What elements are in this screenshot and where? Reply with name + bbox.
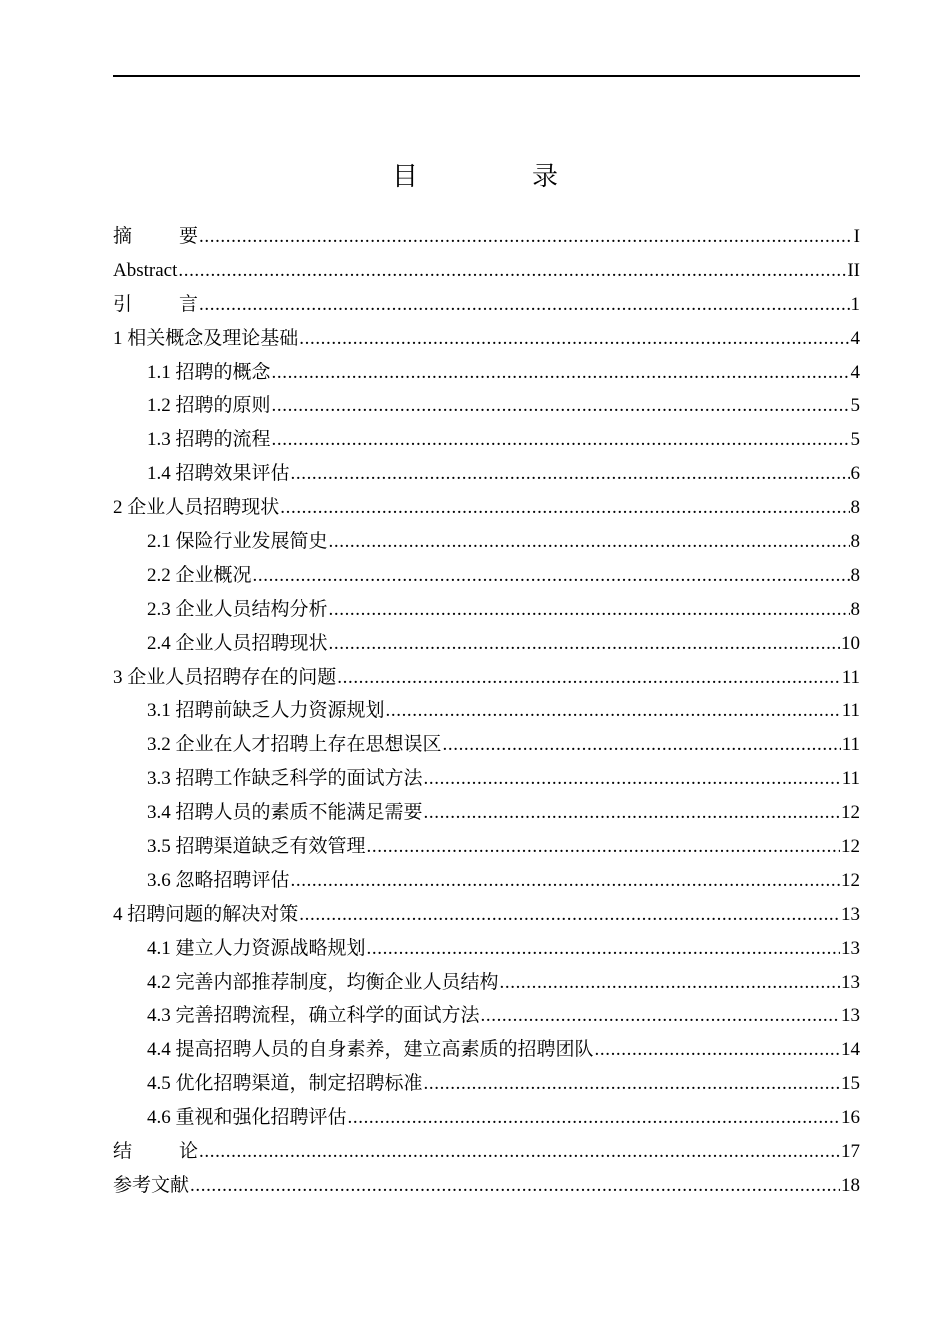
toc-dot-leader bbox=[199, 288, 849, 322]
toc-dot-leader bbox=[481, 999, 840, 1033]
toc-entry[interactable] bbox=[113, 1135, 860, 1169]
toc-entry-label: 4.4 提高招聘人员的自身素养，建立高素质的招聘团队 bbox=[147, 1039, 594, 1061]
toc-dot-leader bbox=[348, 1101, 840, 1135]
toc-entry-label: 3.5 招聘渠道缺乏有效管理 bbox=[147, 836, 366, 858]
toc-entry-label: 2 企业人员招聘现状 bbox=[113, 497, 280, 519]
toc-page-number: 8 bbox=[850, 531, 860, 553]
toc-page-number: 12 bbox=[841, 802, 860, 824]
toc-entry-label-start: 引 bbox=[113, 293, 180, 315]
toc-title: 目 录 bbox=[391, 162, 602, 191]
toc-entry-label-start: 结 bbox=[113, 1141, 180, 1163]
toc-dot-leader bbox=[329, 593, 850, 627]
toc-page-number: 13 bbox=[841, 971, 860, 993]
toc-page-number: 6 bbox=[850, 463, 860, 485]
toc-dot-leader bbox=[443, 728, 841, 762]
toc-page-number: 5 bbox=[850, 395, 860, 417]
toc-dot-leader bbox=[291, 864, 840, 898]
toc-entry[interactable] bbox=[113, 254, 860, 288]
toc-page-number: 4 bbox=[850, 327, 860, 349]
toc-entry[interactable] bbox=[113, 491, 860, 525]
toc-entry-label: 3.1 招聘前缺乏人力资源规划 bbox=[147, 700, 385, 722]
toc-dot-leader bbox=[272, 356, 850, 390]
toc-entry[interactable] bbox=[113, 762, 860, 796]
toc-entry[interactable] bbox=[113, 796, 860, 830]
toc-entry-label-end: 言 bbox=[179, 293, 199, 315]
toc-entry[interactable] bbox=[113, 220, 860, 254]
toc-entry[interactable] bbox=[113, 525, 860, 559]
toc-entry[interactable] bbox=[113, 627, 860, 661]
toc-dot-leader bbox=[329, 627, 840, 661]
toc-entry[interactable] bbox=[113, 728, 860, 762]
toc-dot-leader bbox=[424, 796, 840, 830]
toc-entry-label: 2.1 保险行业发展简史 bbox=[147, 531, 328, 553]
toc-entry[interactable] bbox=[113, 1067, 860, 1101]
toc-list bbox=[113, 220, 860, 1203]
toc-page-number: 11 bbox=[841, 768, 860, 790]
toc-dot-leader bbox=[178, 254, 846, 288]
toc-entry[interactable] bbox=[113, 898, 860, 932]
toc-entry-label: 4.3 完善招聘流程，确立科学的面试方法 bbox=[147, 1005, 480, 1027]
toc-dot-leader bbox=[367, 830, 840, 864]
toc-page-number: 11 bbox=[841, 734, 860, 756]
toc-dot-leader bbox=[291, 457, 850, 491]
toc-entry-label: 4.1 建立人力资源战略规划 bbox=[147, 937, 366, 959]
toc-dot-leader bbox=[367, 932, 840, 966]
toc-dot-leader bbox=[500, 966, 840, 1000]
toc-page-number: 12 bbox=[841, 836, 860, 858]
toc-entry[interactable] bbox=[113, 322, 860, 356]
toc-entry-label: 1.2 招聘的原则 bbox=[147, 395, 271, 417]
toc-entry-label: 1 相关概念及理论基础 bbox=[113, 327, 299, 349]
toc-entry-label: 1.1 招聘的概念 bbox=[147, 361, 271, 383]
toc-page-number: 16 bbox=[841, 1107, 860, 1129]
toc-dot-leader bbox=[299, 898, 840, 932]
toc-page-number: 14 bbox=[841, 1039, 860, 1061]
toc-entry-label: 3 企业人员招聘存在的问题 bbox=[113, 666, 337, 688]
toc-dot-leader bbox=[253, 559, 850, 593]
toc-entry-label: 4.6 重视和强化招聘评估 bbox=[147, 1107, 347, 1129]
toc-dot-leader bbox=[595, 1033, 840, 1067]
toc-page-number: 18 bbox=[841, 1174, 860, 1196]
toc-entry-label-end: 论 bbox=[179, 1141, 199, 1163]
toc-dot-leader bbox=[199, 1135, 840, 1169]
toc-page-number: 1 bbox=[850, 293, 860, 315]
toc-entry[interactable] bbox=[113, 423, 860, 457]
toc-entry-label: 参考文献 bbox=[113, 1174, 190, 1196]
toc-entry-label: 2.2 企业概况 bbox=[147, 564, 252, 586]
toc-entry-label-start: 摘 bbox=[113, 226, 180, 247]
toc-entry[interactable] bbox=[113, 593, 860, 627]
toc-entry[interactable] bbox=[113, 389, 860, 423]
toc-entry-label: 1.4 招聘效果评估 bbox=[147, 463, 290, 485]
toc-entry-label bbox=[113, 220, 198, 254]
toc-page-number: II bbox=[847, 259, 860, 281]
toc-entry-label: 3.2 企业在人才招聘上存在思想误区 bbox=[147, 734, 442, 756]
toc-entry[interactable] bbox=[113, 864, 860, 898]
toc-page-number: 13 bbox=[841, 1005, 860, 1027]
toc-dot-leader bbox=[386, 694, 841, 728]
header-rule bbox=[113, 75, 860, 77]
toc-dot-leader bbox=[329, 525, 850, 559]
toc-entry-label: 1.3 招聘的流程 bbox=[147, 429, 271, 451]
toc-page-number: 8 bbox=[850, 497, 860, 519]
toc-entry[interactable] bbox=[113, 559, 860, 593]
toc-entry[interactable] bbox=[113, 288, 860, 322]
toc-dot-leader bbox=[424, 1067, 840, 1101]
toc-page-number: 8 bbox=[850, 564, 860, 586]
toc-entry-label bbox=[113, 288, 198, 322]
toc-page-number: 12 bbox=[841, 869, 860, 891]
toc-entry[interactable] bbox=[113, 830, 860, 864]
toc-entry-label: 4.5 优化招聘渠道，制定招聘标准 bbox=[147, 1073, 423, 1095]
toc-dot-leader bbox=[272, 423, 850, 457]
toc-entry[interactable] bbox=[113, 1033, 860, 1067]
toc-page-number: 5 bbox=[850, 429, 860, 451]
toc-dot-leader bbox=[424, 762, 841, 796]
toc-page-number: 8 bbox=[850, 598, 860, 620]
toc-entry-label: 3.6 忽略招聘评估 bbox=[147, 869, 290, 891]
toc-dot-leader bbox=[199, 220, 853, 254]
toc-entry-label: 4.2 完善内部推荐制度，均衡企业人员结构 bbox=[147, 971, 499, 993]
toc-entry[interactable] bbox=[113, 1169, 860, 1203]
toc-entry-label: 3.4 招聘人员的素质不能满足需要 bbox=[147, 802, 423, 824]
toc-dot-leader bbox=[272, 389, 850, 423]
toc-dot-leader bbox=[299, 322, 849, 356]
toc-page-number: 11 bbox=[841, 700, 860, 722]
toc-page-number: 15 bbox=[841, 1073, 860, 1095]
toc-dot-leader bbox=[190, 1169, 840, 1203]
toc-entry-label: Abstract bbox=[113, 259, 178, 281]
toc-entry-label: 3.3 招聘工作缺乏科学的面试方法 bbox=[147, 768, 423, 790]
toc-entry-label: 2.4 企业人员招聘现状 bbox=[147, 632, 328, 654]
toc-entry[interactable] bbox=[113, 1101, 860, 1135]
toc-entry-label: 4 招聘问题的解决对策 bbox=[113, 903, 299, 925]
toc-entry[interactable] bbox=[113, 356, 860, 390]
toc-page-number: 13 bbox=[841, 937, 860, 959]
toc-page-number: 13 bbox=[841, 903, 860, 925]
toc-page-number: 17 bbox=[841, 1141, 860, 1163]
toc-entry[interactable] bbox=[113, 999, 860, 1033]
toc-entry[interactable] bbox=[113, 932, 860, 966]
toc-entry-label bbox=[113, 1135, 198, 1169]
toc-page-number: 10 bbox=[841, 632, 860, 654]
toc-page-number: 4 bbox=[850, 361, 860, 383]
toc-entry[interactable] bbox=[113, 966, 860, 1000]
toc-dot-leader bbox=[337, 661, 840, 695]
toc-entry-label-end: 要 bbox=[179, 226, 199, 247]
toc-entry-label: 2.3 企业人员结构分析 bbox=[147, 598, 328, 620]
toc-page-number: I bbox=[853, 226, 860, 247]
toc-dot-leader bbox=[280, 491, 849, 525]
toc-entry[interactable] bbox=[113, 457, 860, 491]
toc-entry[interactable] bbox=[113, 694, 860, 728]
toc-entry[interactable] bbox=[113, 661, 860, 695]
toc-page-number: 11 bbox=[841, 666, 860, 688]
